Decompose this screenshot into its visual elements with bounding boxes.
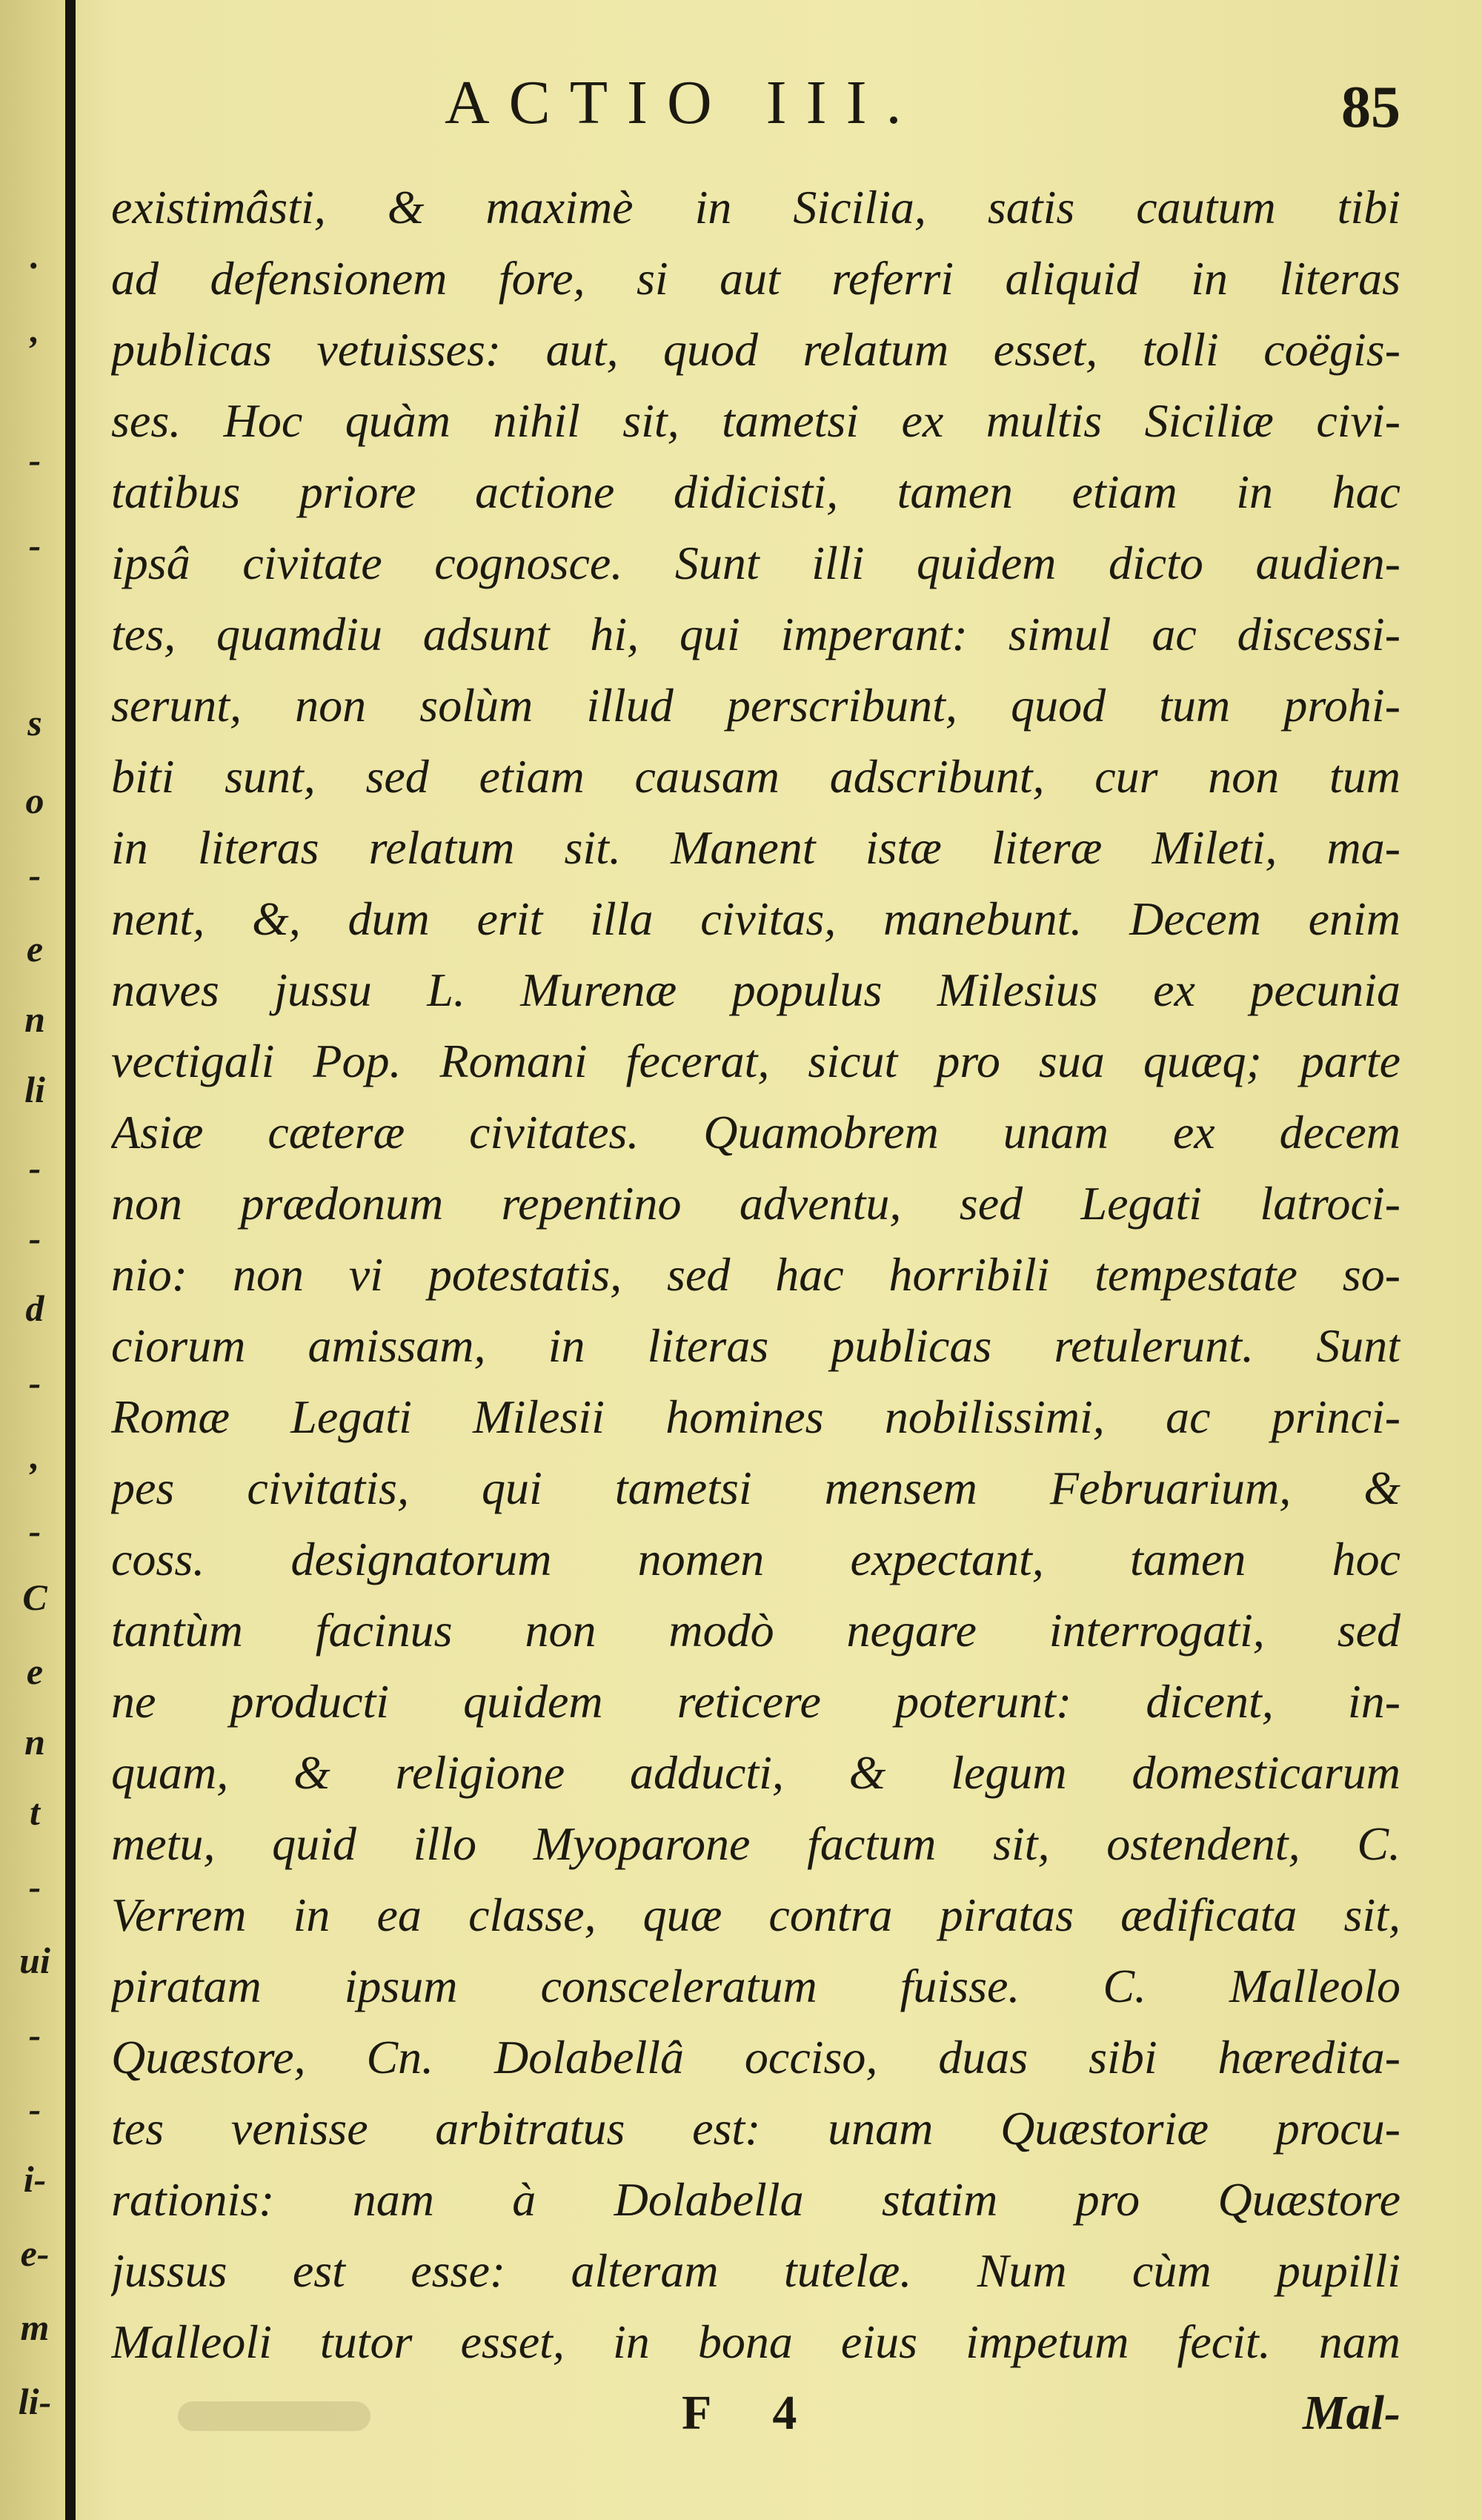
running-head: ACTIO III. bbox=[445, 68, 921, 137]
page-footer bbox=[111, 2385, 1400, 2459]
body-text bbox=[111, 172, 1400, 2378]
text-line: biti sunt, sed etiam causam adscribunt, cur non tum bbox=[111, 750, 1400, 803]
margin-fragment: - bbox=[28, 1147, 41, 1188]
text-line: naves jussu L. Murenæ populus Milesius ex pecunia bbox=[111, 964, 1400, 1016]
text-line: ses. Hoc quàm nihil sit, tametsi ex multis Siciliæ civi- bbox=[111, 394, 1400, 447]
margin-fragment: - bbox=[28, 439, 41, 480]
text-line: tantùm facinus non modò negare interrogati, sed bbox=[111, 1604, 1400, 1657]
text-line: coss. designatorum nomen expectant, tamen hoc bbox=[111, 1533, 1400, 1585]
margin-fragment: t bbox=[30, 1791, 40, 1833]
text-line: ne producti quidem reticere poterunt: dicent, in- bbox=[111, 1675, 1400, 1728]
signature-mark: F 4 bbox=[682, 2386, 823, 2440]
text-line: tatibus priore actione didicisti, tamen etiam in hac bbox=[111, 465, 1400, 518]
margin-fragment: - bbox=[28, 524, 41, 566]
gutter-rule bbox=[65, 0, 76, 2520]
catchword: Mal- bbox=[1303, 2386, 1400, 2440]
margin-fragment: , bbox=[30, 1436, 40, 1477]
margin-fragment: . bbox=[30, 235, 40, 276]
margin-fragment: - bbox=[28, 2088, 41, 2129]
text-line: Asiæ cæteræ civitates. Quamobrem unam ex decem bbox=[111, 1106, 1400, 1158]
text-line: ciorum amissam, in literas publicas retulerunt. Sunt bbox=[111, 1319, 1400, 1372]
margin-fragment: d bbox=[25, 1287, 44, 1329]
text-line: non prædonum repentino adventu, sed Legati latroci- bbox=[111, 1177, 1400, 1230]
margin-fragment: , bbox=[30, 309, 40, 351]
margin-fragment: li bbox=[24, 1069, 45, 1110]
margin-fragment: - bbox=[28, 854, 41, 895]
text-line: in literas relatum sit. Manent istæ literæ Mileti, ma- bbox=[111, 821, 1400, 874]
facing-page-margin-fragments bbox=[6, 185, 64, 2446]
text-line: piratam ipsum consceleratum fuisse. C. Malleolo bbox=[111, 1960, 1400, 2012]
margin-fragment: s bbox=[27, 702, 42, 743]
margin-fragment: n bbox=[24, 998, 45, 1040]
page-number: 85 bbox=[1341, 75, 1400, 140]
text-line: vectigali Pop. Romani fecerat, sicut pro sua quæq; parte bbox=[111, 1035, 1400, 1087]
margin-fragment: o bbox=[25, 780, 44, 821]
text-line: Malleoli tutor esset, in bona eius impetum fecit. nam bbox=[111, 2315, 1400, 2368]
text-line: Quæstore, Cn. Dolabellâ occiso, duas sibi hæredita- bbox=[111, 2031, 1400, 2083]
margin-fragment: - bbox=[28, 1866, 41, 1907]
text-line: rationis: nam à Dolabella statim pro Quæstore bbox=[111, 2173, 1400, 2226]
margin-fragment: m bbox=[20, 2307, 50, 2348]
margin-fragment: n bbox=[24, 1721, 45, 1763]
text-line: tes venisse arbitratus est: unam Quæstoriæ procu- bbox=[111, 2102, 1400, 2155]
margin-fragment: ui bbox=[19, 1940, 50, 1981]
margin-fragment: li- bbox=[18, 2381, 52, 2422]
text-line: publicas vetuisses: aut, quod relatum esset, tolli coëgis- bbox=[111, 323, 1400, 376]
margin-fragment: e- bbox=[20, 2232, 50, 2274]
text-line: jussus est esse: alteram tutelæ. Num cùm pupilli bbox=[111, 2244, 1400, 2297]
text-line: serunt, non solùm illud perscribunt, quod tum prohi- bbox=[111, 679, 1400, 732]
page-header bbox=[445, 67, 1400, 156]
margin-fragment: i- bbox=[23, 2158, 47, 2200]
text-line: nio: non vi potestatis, sed hac horribili tempestate so- bbox=[111, 1248, 1400, 1301]
text-line: existimâsti, & maximè in Sicilia, satis cautum tibi bbox=[111, 181, 1400, 233]
margin-fragment: - bbox=[28, 1217, 41, 1259]
margin-fragment: - bbox=[28, 1510, 41, 1551]
margin-fragment: e bbox=[26, 928, 44, 969]
text-line: metu, quid illo Myoparone factum sit, ostendent, C. bbox=[111, 1817, 1400, 1870]
margin-fragment: e bbox=[26, 1651, 44, 1692]
margin-fragment: - bbox=[28, 2014, 41, 2055]
text-line: ad defensionem fore, si aut referri aliquid in literas bbox=[111, 252, 1400, 305]
text-line: Verrem in ea classe, quæ contra piratas ædificata sit, bbox=[111, 1889, 1400, 1941]
text-line: quam, & religione adducti, & legum domesticarum bbox=[111, 1746, 1400, 1799]
text-line: nent, &, dum erit illa civitas, manebunt. Decem enim bbox=[111, 892, 1400, 945]
text-line: ipsâ civitate cognosce. Sunt illi quidem dicto audien- bbox=[111, 537, 1400, 589]
margin-fragment: - bbox=[28, 1362, 41, 1403]
text-line: pes civitatis, qui tametsi mensem Februarium, & bbox=[111, 1462, 1400, 1514]
text-line: tes, quamdiu adsunt hi, qui imperant: simul ac discessi- bbox=[111, 608, 1400, 660]
text-line: Romæ Legati Milesii homines nobilissimi, ac princi- bbox=[111, 1390, 1400, 1443]
facing-page-edge bbox=[0, 0, 65, 2520]
margin-fragment: C bbox=[22, 1576, 47, 1618]
